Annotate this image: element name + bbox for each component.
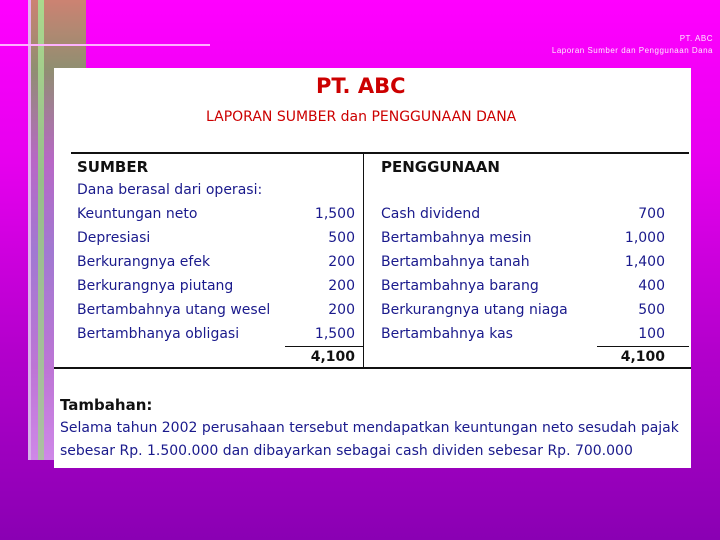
penggunaan-value: 1,000 bbox=[624, 230, 665, 246]
sumber-intro: Dana berasal dari operasi: bbox=[77, 182, 263, 198]
sumber-sum-line bbox=[285, 346, 363, 347]
report-title: PT. ABC bbox=[316, 74, 406, 98]
sumber-label: Keuntungan neto bbox=[77, 206, 198, 222]
report-subtitle: LAPORAN SUMBER dan PENGGUNAAN DANA bbox=[206, 109, 517, 125]
slide-header-subtitle: Laporan Sumber dan Penggunaan Dana bbox=[551, 46, 713, 55]
header-rule bbox=[0, 44, 210, 46]
strip-accent-bar bbox=[38, 0, 44, 460]
penggunaan-value: 100 bbox=[638, 326, 665, 342]
penggunaan-value: 400 bbox=[638, 278, 665, 294]
sumber-value: 500 bbox=[328, 230, 355, 246]
penggunaan-label: Bertambahnya kas bbox=[381, 326, 513, 342]
sumber-label: Bertambhanya obligasi bbox=[77, 326, 240, 342]
sumber-label: Depresiasi bbox=[77, 230, 151, 246]
penggunaan-label: Cash dividend bbox=[381, 206, 481, 222]
table-bottom-rule bbox=[54, 367, 691, 369]
sumber-total: 4,100 bbox=[310, 349, 355, 365]
penggunaan-label: Bertambahnya tanah bbox=[381, 254, 530, 270]
sumber-value: 1,500 bbox=[314, 206, 355, 222]
sumber-value: 1,500 bbox=[314, 326, 355, 342]
sumber-label: Bertambahnya utang wesel bbox=[77, 302, 271, 318]
penggunaan-value: 500 bbox=[638, 302, 665, 318]
sumber-value: 200 bbox=[328, 254, 355, 270]
sumber-label: Berkurangnya piutang bbox=[77, 278, 234, 294]
penggunaan-label: Berkurangnya utang niaga bbox=[381, 302, 568, 318]
slide-header bbox=[552, 33, 713, 57]
penggunaan-value: 1,400 bbox=[624, 254, 665, 270]
column-divider bbox=[363, 154, 364, 369]
penggunaan-label: Bertambahnya barang bbox=[381, 278, 539, 294]
slide-header-company: PT. ABC bbox=[679, 34, 713, 43]
sumber-value: 200 bbox=[328, 302, 355, 318]
note-header: Tambahan: bbox=[60, 396, 153, 414]
penggunaan-value: 700 bbox=[638, 206, 665, 222]
penggunaan-total: 4,100 bbox=[620, 349, 665, 365]
penggunaan-header: PENGGUNAAN bbox=[381, 158, 500, 176]
sumber-header: SUMBER bbox=[77, 158, 149, 176]
report-panel bbox=[54, 68, 691, 468]
strip-highlight bbox=[28, 0, 31, 460]
note-line-1: Selama tahun 2002 perusahaan tersebut mendapatkan keuntungan neto sesudah pajak bbox=[60, 420, 679, 436]
sumber-value: 200 bbox=[328, 278, 355, 294]
funds-table bbox=[71, 152, 689, 369]
penggunaan-sum-line bbox=[597, 346, 689, 347]
note-line-2: sebesar Rp. 1.500.000 dan dibayarkan sebagai cash dividen sebesar Rp. 700.000 bbox=[60, 443, 633, 459]
sumber-label: Berkurangnya efek bbox=[77, 254, 211, 270]
penggunaan-label: Bertambahnya mesin bbox=[381, 230, 532, 246]
